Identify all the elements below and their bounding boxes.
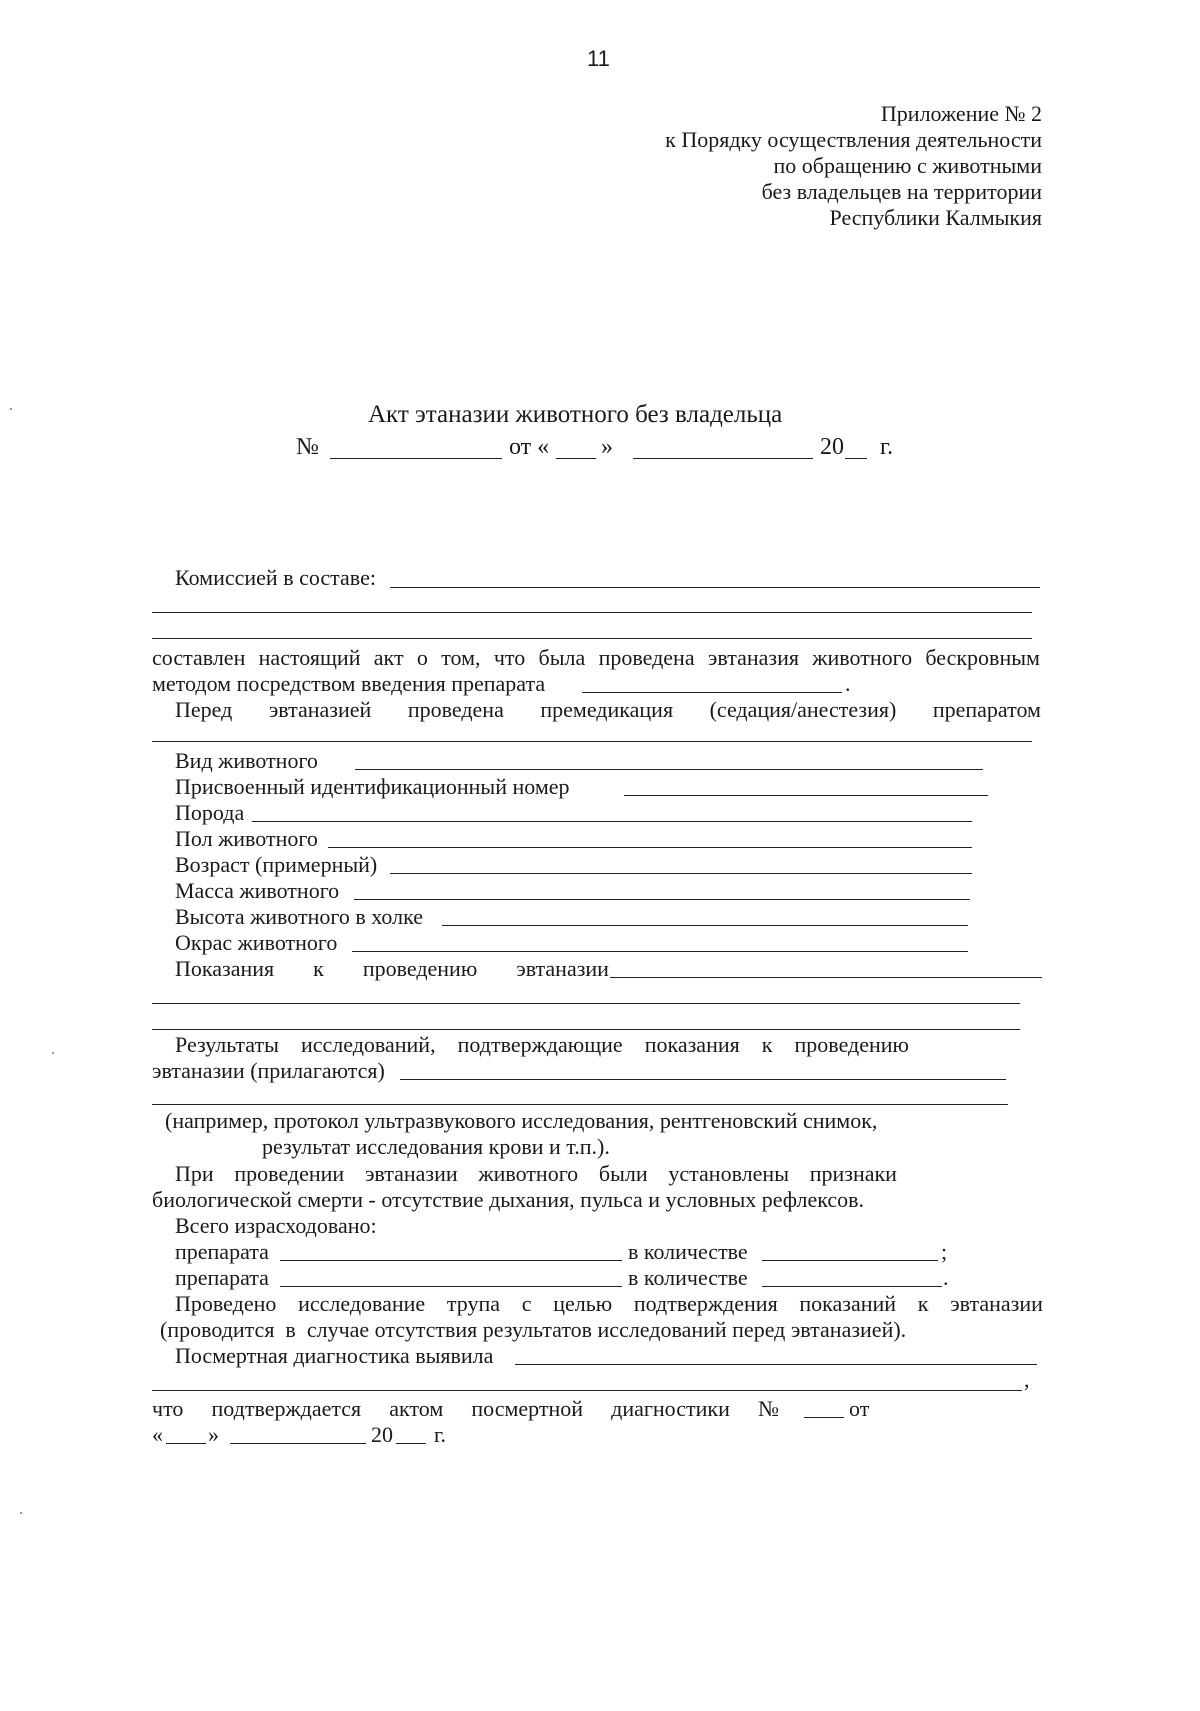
word: показания (644, 1032, 740, 1057)
breed-label: Порода (175, 800, 245, 825)
appendix-line-5: Республики Калмыкия (829, 205, 1042, 230)
word: показаний (799, 1291, 897, 1316)
word: проведению (794, 1032, 909, 1057)
period-2: . (943, 1265, 949, 1290)
word: Проведено (175, 1291, 277, 1316)
word: Перед (175, 697, 233, 722)
comma: , (1024, 1367, 1030, 1392)
age-field[interactable] (390, 873, 972, 874)
word: премедикация (540, 697, 674, 722)
scan-speck (20, 1512, 22, 1514)
word: настоящий (258, 645, 361, 670)
word: проведена (407, 697, 504, 722)
word: эвтаназией (268, 697, 372, 722)
word: том, (441, 645, 481, 670)
compiled-line-1 (152, 645, 1040, 671)
commission-field-1[interactable] (390, 587, 1040, 588)
appendix-line-1: Приложение № 2 (880, 101, 1042, 126)
word: актом (389, 1396, 444, 1421)
word: эвтаназия (707, 645, 799, 670)
word: трупа (446, 1291, 501, 1316)
weight-field[interactable] (354, 899, 970, 900)
color-label: Окрас животного (175, 930, 338, 955)
word: к (313, 956, 324, 981)
indications-field-3[interactable] (152, 1029, 1020, 1030)
height-field[interactable] (442, 925, 968, 926)
postmortem-year-field[interactable] (396, 1443, 426, 1444)
total-consumed-label: Всего израсходовано: (175, 1213, 377, 1238)
results-example-1: (например, протокол ультразвукового исследования, рентгеновский снимок, (165, 1108, 878, 1133)
word: (седация/анестезия) (709, 697, 897, 722)
word: бескровным (925, 645, 1040, 670)
results-field-1[interactable] (400, 1079, 1006, 1080)
date-open-quote: « (152, 1422, 163, 1447)
id-number-label: Присвоенный идентификационный номер (175, 774, 570, 799)
word: исследований, (300, 1032, 436, 1057)
word: проведению (362, 956, 478, 981)
word: Показания (175, 956, 275, 981)
weight-label: Масса животного (175, 878, 340, 903)
confirm-line (152, 1396, 779, 1422)
death-line-2: биологической смерти - отсутствие дыхания, пульса и условных рефлексов. (152, 1187, 865, 1212)
word: эвтаназии (950, 1291, 1043, 1316)
word: признаки (809, 1161, 897, 1186)
act-day-field[interactable] (556, 458, 596, 459)
year-prefix: 20 (820, 434, 844, 460)
postmortem-field-1[interactable] (515, 1364, 1037, 1365)
postmortem-field-2[interactable] (152, 1390, 1022, 1391)
word: Результаты (175, 1032, 279, 1057)
postmortem-month-field[interactable] (230, 1443, 366, 1444)
drug-field[interactable] (582, 692, 842, 693)
qty-2-label: в количестве (628, 1265, 748, 1290)
indications-field-1[interactable] (610, 977, 1042, 978)
word: животного (478, 1161, 579, 1186)
necropsy-line-2: (проводится в случае отсутствия результатов исследований перед эвтаназией). (160, 1317, 907, 1342)
word: подтверждающие (457, 1032, 623, 1057)
word: о (416, 645, 428, 670)
postmortem-year-suffix: г. (434, 1422, 447, 1447)
results-field-2[interactable] (152, 1104, 1008, 1105)
word: что (152, 1396, 184, 1421)
year-suffix: г. (880, 434, 894, 460)
drug-1-label: препарата (175, 1239, 269, 1264)
species-field[interactable] (355, 769, 983, 770)
premed-line (175, 697, 1041, 723)
indications-field-2[interactable] (152, 1003, 1020, 1004)
page-number: 11 (587, 46, 610, 71)
word: диагностики (611, 1396, 730, 1421)
word: животного (812, 645, 913, 670)
period: . (845, 671, 851, 696)
word: подтверждения (633, 1291, 778, 1316)
appendix-line-2: к Порядку осуществления деятельности (665, 127, 1042, 152)
appendix-line-3: по обращению с животными (773, 153, 1042, 178)
word: была (538, 645, 586, 670)
sex-label: Пол животного (175, 826, 318, 851)
postmortem-day-field[interactable] (166, 1443, 206, 1444)
word: № (757, 1396, 779, 1421)
compiled-line-2: методом посредством введения препарата (152, 671, 546, 696)
word: исследование (298, 1291, 426, 1316)
postmortem-year-prefix: 20 (371, 1422, 393, 1447)
qty-1-label: в количестве (628, 1239, 748, 1264)
word: целью (553, 1291, 613, 1316)
necropsy-line-1 (175, 1291, 1043, 1317)
results-line-2: эвтаназии (прилагаются) (152, 1058, 385, 1083)
results-line-1 (175, 1032, 909, 1058)
results-example-2: результат исследования крови и т.п.). (262, 1134, 610, 1159)
date-close-quote: » (208, 1422, 219, 1447)
indications-label (175, 956, 609, 982)
act-year-field[interactable] (845, 458, 867, 459)
age-label: Возраст (примерный) (175, 852, 378, 877)
appendix-line-4: без владельцев на территории (761, 179, 1042, 204)
number-sign: № (296, 434, 319, 460)
color-field[interactable] (352, 951, 968, 952)
drug-2-label: препарата (175, 1265, 269, 1290)
height-label: Высота животного в холке (175, 904, 424, 929)
id-number-field[interactable] (624, 795, 988, 796)
word: посмертной (471, 1396, 584, 1421)
word: проведении (234, 1161, 345, 1186)
word: к (917, 1291, 929, 1316)
drug-2-field[interactable] (280, 1286, 622, 1287)
postmortem-label: Посмертная диагностика выявила (175, 1343, 494, 1368)
word: эвтаназии (364, 1161, 458, 1186)
breed-field[interactable] (252, 821, 972, 822)
scan-speck (52, 1052, 54, 1054)
word: были (598, 1161, 648, 1186)
commission-field-3[interactable] (152, 638, 1032, 639)
word: что (493, 645, 526, 670)
word: акт (373, 645, 404, 670)
word: к (761, 1032, 773, 1057)
word: подтверждается (211, 1396, 362, 1421)
from-label: от « (509, 434, 550, 460)
premed-drug-field[interactable] (152, 741, 1032, 742)
postmortem-act-number-field[interactable] (804, 1417, 844, 1418)
word: с (521, 1291, 532, 1316)
postmortem-from-label: от (849, 1396, 870, 1421)
qty-2-field[interactable] (762, 1286, 942, 1287)
word: установлены (668, 1161, 789, 1186)
qty-1-field[interactable] (762, 1260, 938, 1261)
commission-label: Комиссией в составе: (175, 565, 376, 590)
word: составлен (152, 645, 246, 670)
drug-1-field[interactable] (280, 1260, 622, 1261)
word: При (175, 1161, 214, 1186)
close-quote: » (601, 434, 613, 460)
scan-speck (10, 408, 12, 410)
death-line-1 (175, 1161, 897, 1187)
semicolon: ; (941, 1239, 948, 1264)
document-title: Акт этаназии животного без владельца (368, 401, 783, 428)
act-month-field[interactable] (633, 458, 813, 459)
word: проведена (598, 645, 695, 670)
word: эвтаназии (516, 956, 609, 981)
word: препаратом (932, 697, 1041, 722)
sex-field[interactable] (328, 847, 972, 848)
commission-field-2[interactable] (152, 612, 1032, 613)
act-number-field[interactable] (330, 458, 502, 459)
species-label: Вид животного (175, 748, 318, 773)
